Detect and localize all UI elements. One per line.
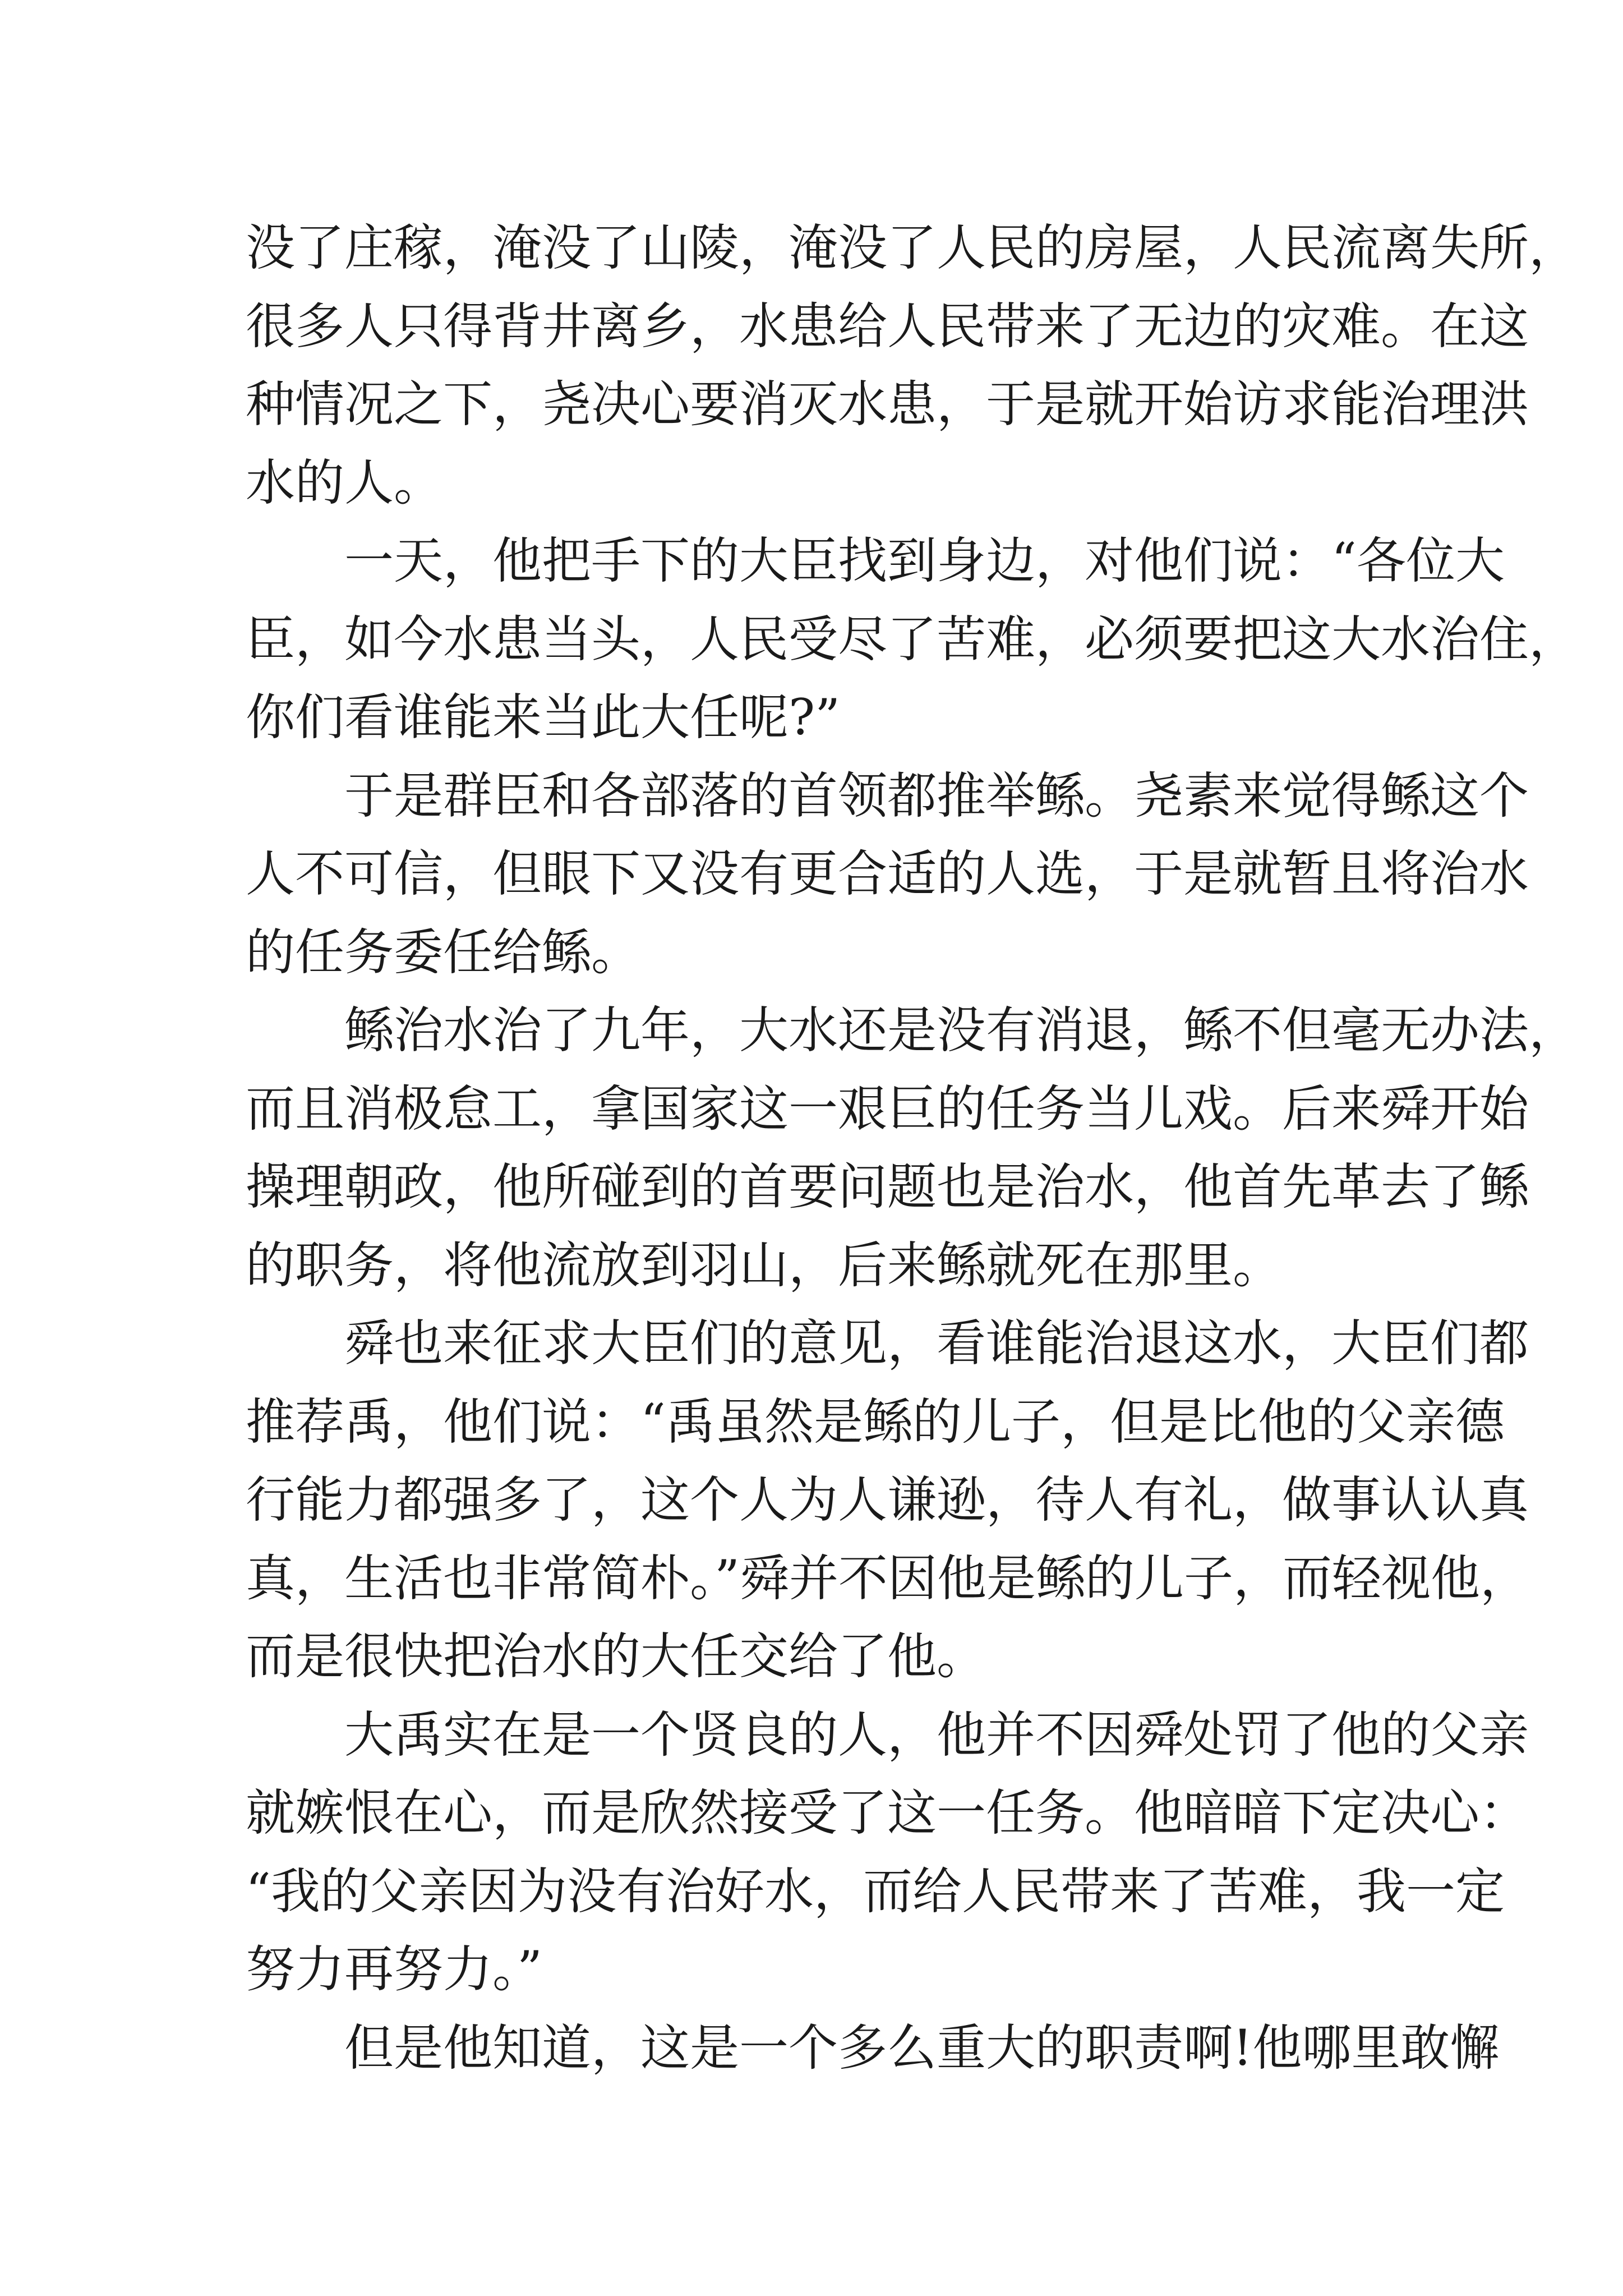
paragraph-first-line: 鲧治水治了九年，大水还是没有消退，鲧不但毫无办法，: [344, 1001, 1579, 1059]
text-line: 真，生活也非常简朴。”舜并不因他是鲧的儿子，而轻视他，: [246, 1549, 1529, 1607]
text-line: 推荐禹，他们说：“禹虽然是鲧的儿子，但是比他的父亲德: [246, 1392, 1505, 1451]
text-line: 而是很快把治水的大任交给了他。: [246, 1627, 986, 1685]
text-line: 很多人只得背井离乡，水患给人民带来了无边的灾难。在这: [246, 297, 1529, 355]
text-line: 你们看谁能来当此大任呢?”: [246, 688, 841, 746]
text-line: 没了庄稼，淹没了山陵，淹没了人民的房屋，人民流离失所，: [246, 219, 1579, 277]
text-line: 而且消极怠工，拿国家这一艰巨的任务当儿戏。后来舜开始: [246, 1079, 1529, 1138]
paragraph-first-line: 大禹实在是一个贤良的人，他并不因舜处罚了他的父亲: [344, 1705, 1529, 1764]
text-line: “我的父亲因为没有治好水，而给人民带来了苦难，我一定: [246, 1862, 1505, 1920]
text-line: 的职务，将他流放到羽山，后来鲧就死在那里。: [246, 1236, 1283, 1294]
text-line: 操理朝政，他所碰到的首要问题也是治水，他首先革去了鲧: [246, 1158, 1529, 1216]
paragraph-first-line: 舜也来征求大臣们的意见，看谁能治退这水，大臣们都: [344, 1314, 1529, 1372]
text-line: 种情况之下，尧决心要消灭水患，于是就开始访求能治理洪: [246, 375, 1529, 433]
text-line: 行能力都强多了，这个人为人谦逊，待人有礼，做事认认真: [246, 1471, 1529, 1529]
text-line: 就嫉恨在心，而是欣然接受了这一任务。他暗暗下定决心：: [246, 1784, 1529, 1842]
text-line: 努力再努力。”: [246, 1940, 542, 1998]
text-line: 人不可信，但眼下又没有更合适的人选，于是就暂且将治水: [246, 845, 1529, 903]
body-text: [246, 209, 1579, 2087]
paragraph-first-line: 一天，他把手下的大臣找到身边，对他们说：“各位大: [344, 532, 1505, 590]
text-line: 的任务委任给鲧。: [246, 923, 641, 981]
text-line: 臣，如今水患当头，人民受尽了苦难，必须要把这大水治住，: [246, 610, 1579, 668]
text-line: 水的人。: [246, 453, 444, 512]
paragraph-first-line: 于是群臣和各部落的首领都推举鲧。尧素来觉得鲧这个: [344, 766, 1529, 825]
paragraph-first-line: 但是他知道，这是一个多么重大的职责啊!他哪里敢懈: [344, 2018, 1500, 2077]
